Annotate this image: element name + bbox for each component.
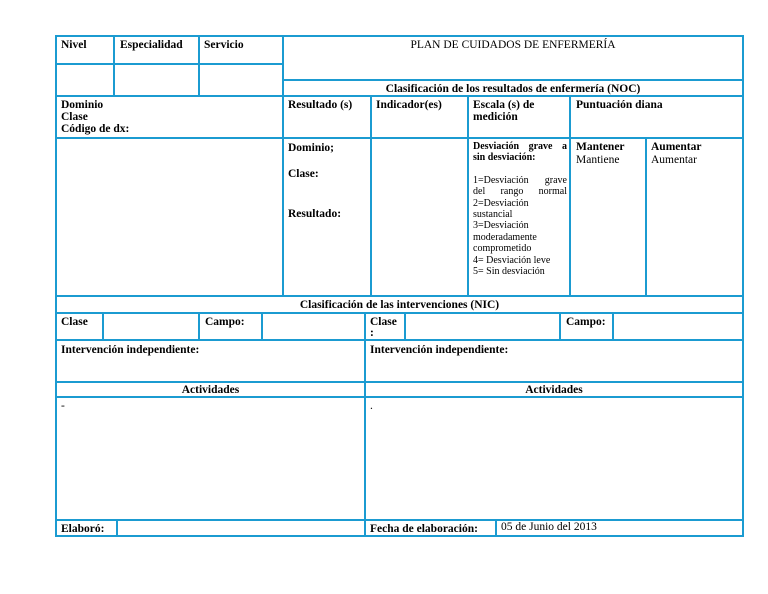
dominio-label: Dominio — [61, 99, 104, 111]
puntuacion-diana-header: Puntuación diana — [576, 99, 663, 111]
rule — [55, 295, 744, 297]
servicio-label: Servicio — [204, 39, 244, 51]
scale-lead-2: sin desviación: — [473, 152, 536, 164]
nic-clase-left-field[interactable] — [104, 314, 198, 339]
rule — [467, 95, 469, 297]
scale-item-4: 4= Desviación leve — [473, 254, 551, 266]
especialidad-label: Especialidad — [120, 39, 183, 51]
rule — [198, 312, 200, 341]
actividades-left-bullet: - — [61, 400, 65, 412]
escala-header: Escala (s) de — [473, 99, 535, 111]
clase-label: Clase — [61, 111, 88, 123]
nivel-field[interactable] — [57, 65, 113, 95]
noc-resultado-label: Resultado: — [288, 208, 342, 220]
scale-item-1b: del rango normal — [473, 186, 567, 198]
fecha-value[interactable]: 05 de Junio del 2013 — [501, 521, 597, 533]
actividades-left-field[interactable] — [57, 398, 364, 519]
nic-clase-right-label: Clase — [370, 316, 397, 328]
rule — [283, 79, 744, 81]
nic-campo-left-field[interactable] — [263, 314, 364, 339]
nic-section-title: Clasificación de las intervenciones (NIC) — [299, 299, 500, 311]
servicio-field[interactable] — [200, 65, 282, 95]
scale-item-3b: moderadamente — [473, 231, 537, 243]
nivel-label: Nivel — [61, 39, 87, 51]
page-title: PLAN DE CUIDADOS DE ENFERMERÍA — [410, 39, 616, 51]
especialidad-field[interactable] — [115, 65, 198, 95]
scale-item-1: 1=Desviación grave — [473, 174, 567, 186]
rule — [742, 35, 744, 537]
resultado-header: Resultado (s) — [288, 99, 353, 111]
scale-item-2: 2=Desviación — [473, 197, 529, 209]
nic-clase-left-label: Clase — [61, 316, 88, 328]
escala-header-2: medición — [473, 111, 518, 123]
actividades-right-field[interactable] — [366, 398, 742, 519]
fecha-label: Fecha de elaboración: — [370, 523, 478, 535]
rule — [645, 137, 647, 297]
aumentar-label: Aumentar — [651, 141, 702, 153]
noc-clase-label: Clase: — [288, 168, 319, 180]
noc-section-title: Clasificación de los resultados de enfermería (NOC) — [385, 83, 641, 95]
scale-item-2b: sustancial — [473, 209, 513, 221]
scale-lead: Desviación grave a — [473, 141, 567, 152]
intervencion-right-label: Intervención independiente: — [370, 344, 509, 356]
rule — [282, 35, 284, 297]
indicador-header: Indicador(es) — [376, 99, 442, 111]
nic-clase-right-field[interactable] — [406, 314, 559, 339]
indicador-field[interactable] — [372, 139, 467, 295]
nic-campo-left-label: Campo: — [205, 316, 245, 328]
nic-campo-right-field[interactable] — [614, 314, 742, 339]
nic-clase-right-colon: : — [370, 327, 374, 339]
scale-item-3: 3=Desviación — [473, 220, 529, 232]
elaboro-label: Elaboró: — [61, 523, 105, 535]
nic-campo-right-label: Campo: — [566, 316, 606, 328]
aumentar-value[interactable]: Aumentar — [651, 154, 697, 166]
actividades-left-header: Actividades — [181, 384, 240, 396]
noc-dominio-label: Dominio; — [288, 142, 334, 154]
rule — [55, 339, 744, 341]
rule — [559, 312, 561, 341]
mantiene-value[interactable]: Mantiene — [576, 154, 620, 166]
mantener-label: Mantener — [576, 141, 625, 153]
scale-item-5: 5= Sin desviación — [473, 266, 545, 278]
rule — [495, 519, 497, 537]
rule — [55, 381, 744, 383]
rule — [55, 35, 744, 37]
elaboro-field[interactable] — [118, 521, 364, 535]
codigo-dx-label: Código de dx: — [61, 123, 130, 135]
diagnosis-field[interactable] — [57, 139, 282, 295]
intervencion-left-label: Intervención independiente: — [61, 344, 200, 356]
actividades-right-bullet: . — [370, 400, 373, 412]
measurement-scale — [473, 141, 567, 277]
actividades-right-header: Actividades — [525, 384, 583, 396]
rule — [569, 95, 571, 297]
scale-item-3c: comprometido — [473, 243, 532, 255]
